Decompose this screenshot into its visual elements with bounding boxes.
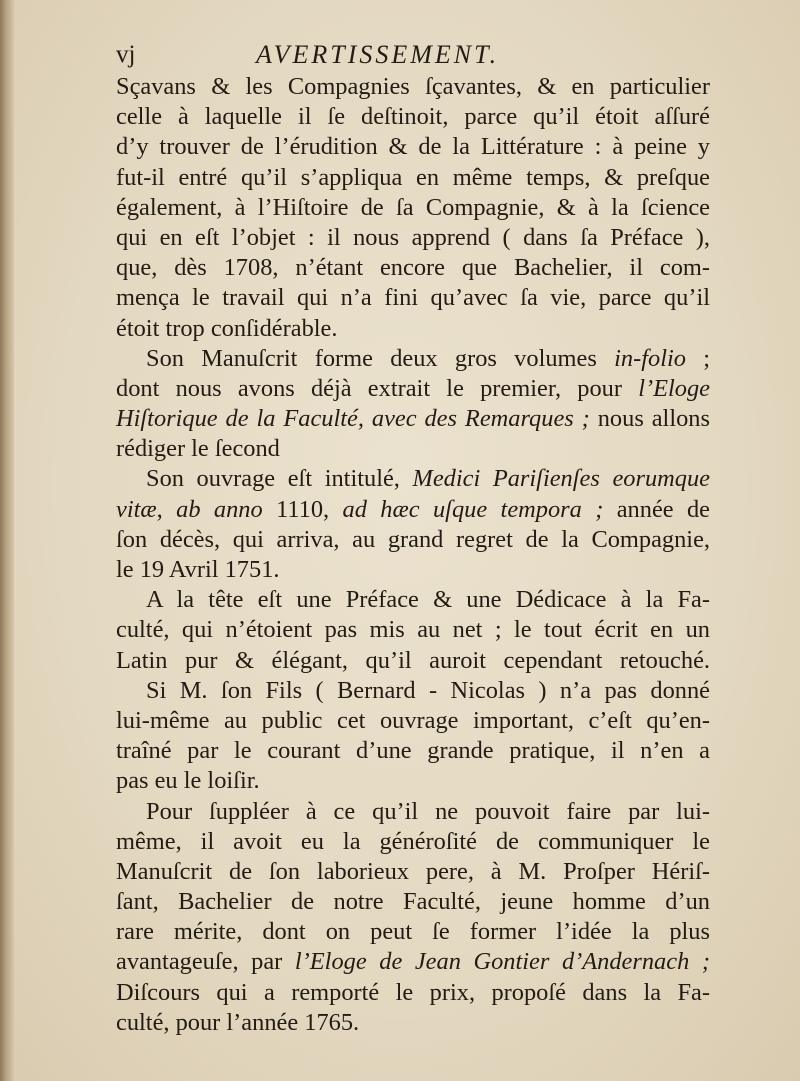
text-line	[116, 676, 710, 706]
text-run: Son ouvrage eſt intitulé,	[146, 465, 413, 493]
text-run: ſant, Bachelier de notre Faculté, jeune homme d’un	[116, 888, 710, 916]
text-line	[116, 978, 710, 1008]
text-line	[116, 163, 710, 193]
text-run: A la tête eſt une Préface & une Dédicace à la Fa-	[146, 586, 710, 614]
text-run: mença le travail qui n’a fini qu’avec ſa vie, parce qu’il	[116, 284, 710, 312]
text-line	[116, 314, 710, 344]
text-line	[116, 857, 710, 887]
running-head: AVERTISSEMENT.	[256, 40, 500, 69]
text-run: Sçavans & les Compagnies ſçavantes, & en particulier	[116, 73, 710, 100]
text-line	[116, 917, 710, 947]
text-run: culté, qui n’étoient pas mis au net ; le tout écrit en un	[116, 616, 710, 644]
text-run: rare mérite, dont on peut ſe former l’idée la plus	[116, 918, 710, 946]
italic-text-run: l’Eloge	[638, 374, 710, 402]
text-run: que, dès 1708, n’étant encore que Bachelier, il com-	[116, 254, 710, 282]
text-line	[116, 404, 710, 434]
text-line	[116, 736, 710, 766]
text-line	[116, 344, 710, 374]
page-header	[116, 34, 696, 74]
text-line	[116, 887, 710, 917]
page-number: vj	[116, 41, 136, 68]
text-run: Manuſcrit de ſon laborieux pere, à M. Proſper Hériſ-	[116, 857, 710, 885]
text-line	[116, 525, 710, 555]
text-line	[116, 223, 710, 253]
text-run: année de	[603, 495, 710, 523]
text-line	[116, 253, 710, 283]
text-line	[116, 102, 710, 132]
text-run: 1110,	[262, 495, 343, 523]
text-line	[116, 132, 710, 162]
text-run: qui en eſt l’objet : il nous apprend ( dans ſa Préface ),	[116, 223, 710, 251]
text-line	[116, 555, 710, 585]
text-run: d’y trouver de l’érudition & de la Littérature : à peine y	[116, 133, 710, 161]
text-run: lui-même au public cet ouvrage important, c’eſt qu’en-	[116, 706, 710, 734]
italic-text-run: vitæ	[116, 495, 157, 523]
page-binding-edge	[0, 0, 14, 1081]
text-line	[116, 646, 710, 676]
text-run: fut-il entré qu’il s’appliqua en même temps, & preſque	[116, 163, 710, 191]
italic-text-run: ad hæc uſque tempora ;	[342, 495, 604, 523]
text-line	[116, 283, 710, 313]
text-line	[116, 766, 710, 796]
text-line	[116, 827, 710, 857]
text-line	[116, 797, 710, 827]
text-line	[116, 1008, 710, 1038]
text-run: dont nous avons déjà extrait le premier, pour	[116, 374, 639, 402]
text-run: le 19 Avril 1751.	[116, 556, 280, 583]
text-line	[116, 374, 710, 404]
text-run: Si M. ſon Fils ( Bernard - Nicolas ) n’a pas donné	[146, 676, 710, 704]
text-run: Diſcours qui a remporté le prix, propoſé dans la Fa-	[116, 978, 710, 1006]
text-run: avantageuſe, par	[116, 948, 295, 976]
text-run: étoit trop conſidérable.	[116, 314, 338, 342]
text-line	[116, 434, 710, 464]
text-run: culté, pour l’année 1765.	[116, 1008, 360, 1036]
text-run: également, à l’Hiſtoire de ſa Compagnie, & à la ſcience	[116, 193, 710, 221]
text-run: Son Manuſcrit forme deux gros volumes	[146, 344, 615, 372]
text-line	[116, 464, 710, 494]
text-run: rédiger le ſecond	[116, 435, 280, 463]
text-line	[116, 193, 710, 223]
text-run: pas eu le loiſir.	[116, 767, 260, 795]
text-run: même, il avoit eu la généroſité de communiquer le	[116, 827, 710, 855]
italic-text-run: Medici Pariſienſes eorumque	[412, 465, 710, 493]
text-run: celle à laquelle il ſe deſtinoit, parce qu’il étoit aſſuré	[116, 103, 710, 131]
text-run: traîné par le courant d’une grande pratique, il n’en a	[116, 737, 710, 765]
text-run: ,	[156, 495, 177, 523]
text-line	[116, 72, 710, 102]
italic-text-run: ab anno	[176, 495, 263, 523]
text-run: Pour ſuppléer à ce qu’il ne pouvoit faire par lui-	[146, 797, 710, 825]
body-text	[116, 72, 710, 1038]
text-line	[116, 615, 710, 645]
text-line	[116, 495, 710, 525]
text-run: ;	[685, 344, 711, 372]
text-run: nous allons	[589, 405, 710, 433]
text-line	[116, 947, 710, 977]
text-run: Latin pur & élégant, qu’il auroit cependant retouché.	[116, 646, 710, 674]
italic-text-run: Hiſtorique de la Faculté, avec des Remarques ;	[116, 405, 590, 433]
text-line	[116, 706, 710, 736]
text-run: ſon décès, qui arriva, au grand regret de la Compagnie,	[116, 525, 710, 553]
italic-text-run: in-folio	[614, 344, 686, 372]
text-line	[116, 585, 710, 615]
italic-text-run: l’Eloge de Jean Gontier d’Andernach ;	[294, 948, 710, 976]
